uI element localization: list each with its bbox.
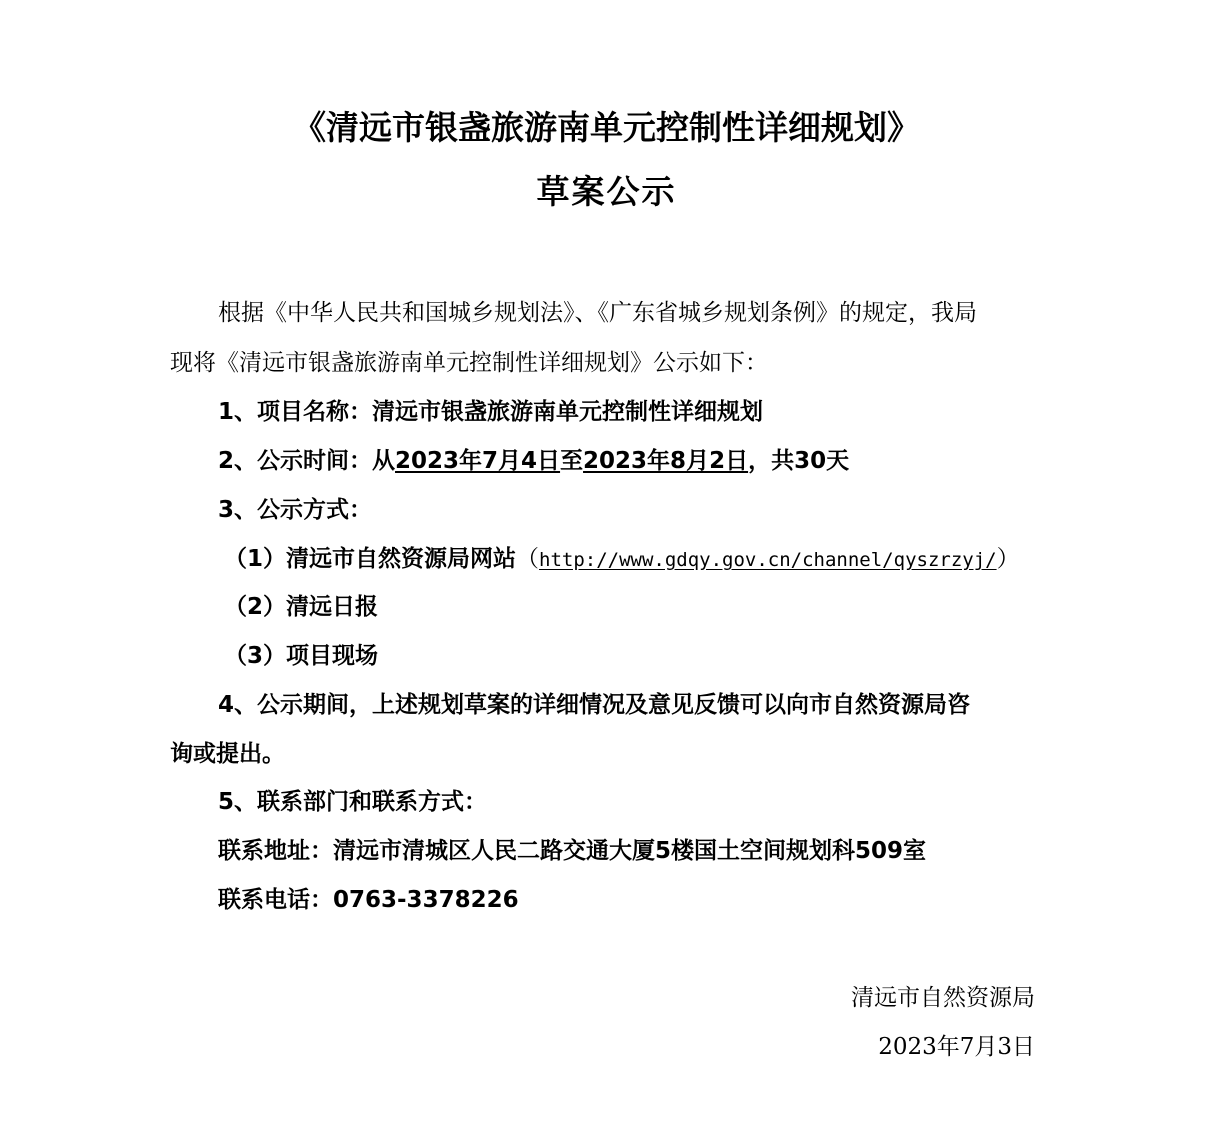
publicity-period-suffix: ，共30天: [748, 448, 850, 474]
method-on-site: （3）项目现场: [224, 643, 379, 669]
item-publicity-period: [218, 446, 849, 476]
contact-address: 联系地址：清远市清城区人民二路交通大厦5楼国土空间规划科509室: [218, 838, 927, 864]
method-website: [224, 544, 1020, 575]
intro-paragraph-line-2: 现将《清远市银盏旅游南单元控制性详细规划》公示如下：: [170, 350, 768, 376]
url-open-paren: （: [516, 546, 540, 572]
method-website-label: （1）清远市自然资源局网站: [224, 546, 517, 572]
item-project-name: 1、项目名称：清远市银盏旅游南单元控制性详细规划: [218, 399, 764, 425]
url-close-paren: ）: [996, 546, 1020, 572]
item-feedback-line-1: 4、公示期间，上述规划草案的详细情况及意见反馈可以向市自然资源局咨: [218, 692, 971, 718]
publicity-period-prefix: 2、公示时间：从: [218, 448, 396, 474]
item-feedback-line-2: 询或提出。: [170, 741, 285, 767]
item-contact-heading: 5、联系部门和联系方式：: [218, 789, 488, 815]
contact-phone-label: 联系电话：: [218, 887, 333, 913]
website-link[interactable]: http://www.gdqy.gov.cn/channel/qyszrzyj/: [539, 549, 997, 571]
method-newspaper: （2）清远日报: [224, 594, 379, 620]
document-subtitle: 草案公示: [536, 172, 677, 211]
signature-date: 2023年7月3日: [878, 1034, 1035, 1060]
signature-organization: 清远市自然资源局: [851, 985, 1035, 1011]
intro-paragraph-line-1: 根据《中华人民共和国城乡规划法》、《广东省城乡规划条例》的规定，我局: [218, 300, 977, 326]
item-publicity-methods: 3、公示方式：: [218, 497, 373, 523]
publicity-start-date: 2023年7月4日: [395, 448, 561, 474]
publicity-period-between: 至: [560, 448, 584, 474]
contact-phone: [218, 885, 519, 915]
publicity-end-date: 2023年8月2日: [583, 448, 749, 474]
document-title: 《清远市银盏旅游南单元控制性详细规划》: [293, 108, 920, 147]
contact-phone-number: 0763-3378226: [333, 887, 519, 913]
